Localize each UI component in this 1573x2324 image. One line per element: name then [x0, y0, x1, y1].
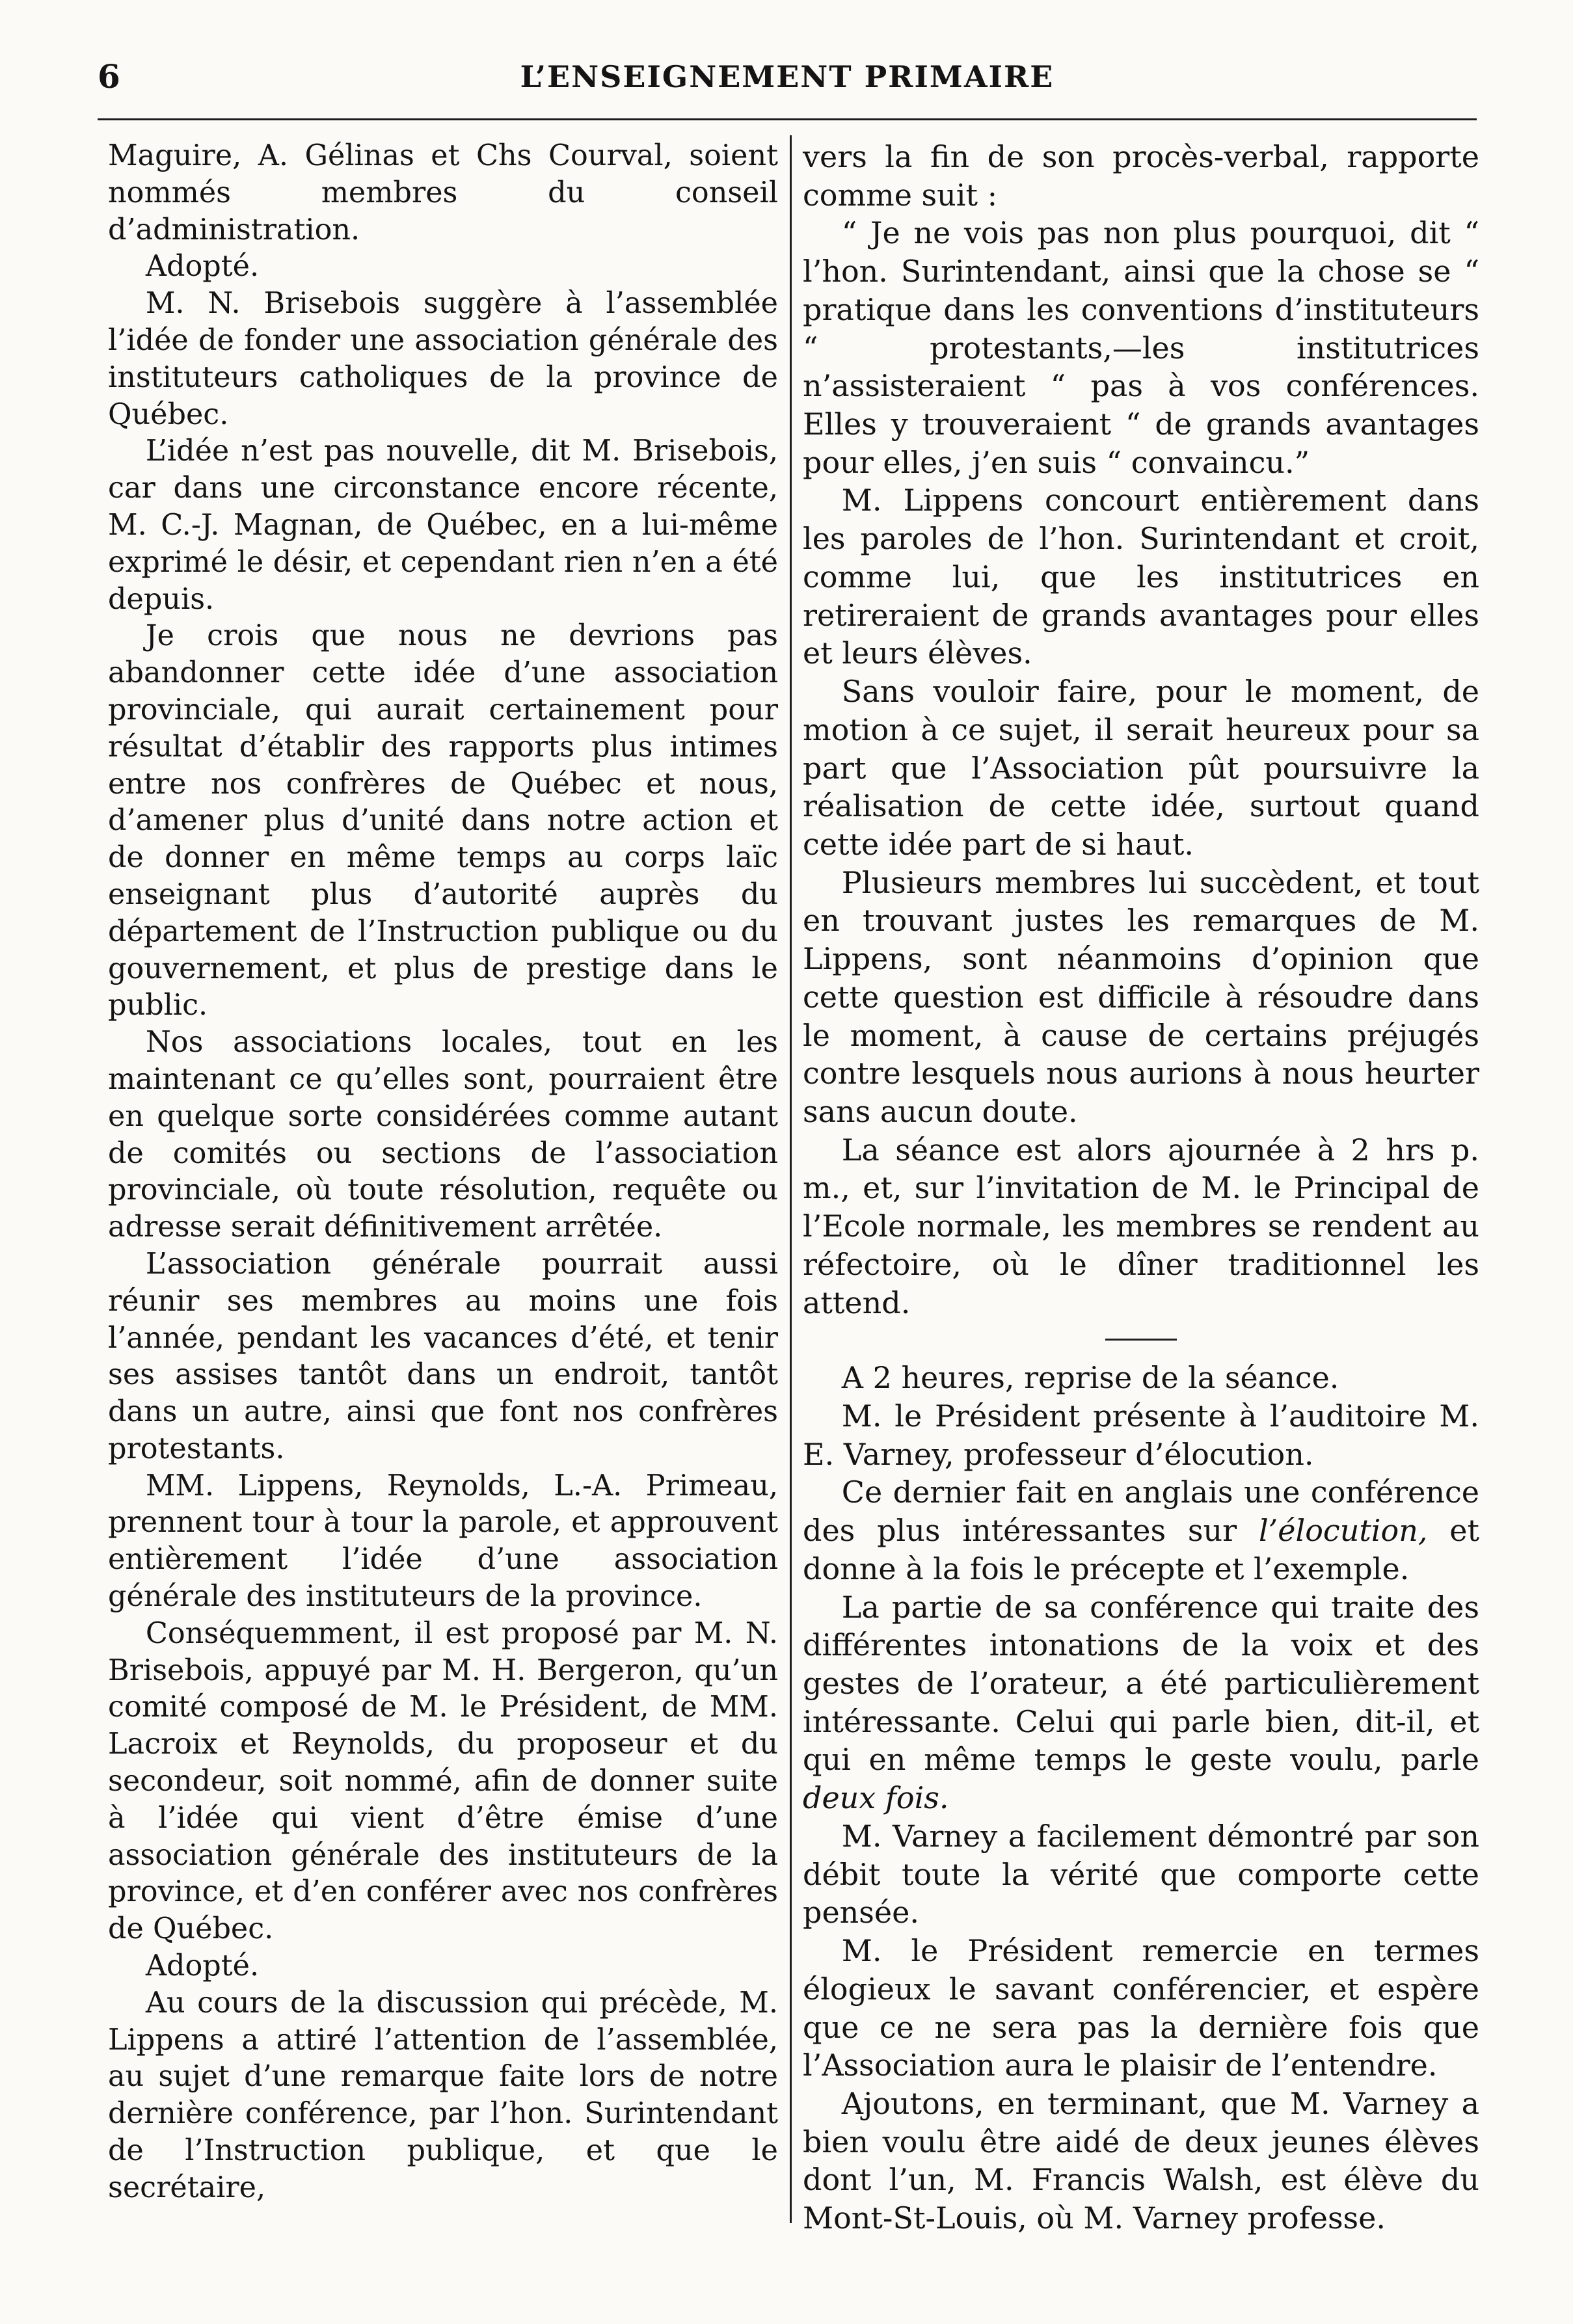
- right-column: [803, 138, 1479, 2237]
- section-divider: [1105, 1339, 1177, 1341]
- italic-term: l’élocution,: [1258, 1513, 1428, 1549]
- text-run: La partie de sa conférence qui traite des différentes intonations de la voix et des gestes de l’orateur, a été particulièrement intéressante. Celui qui parle bien, dit-il, et qui en même temps le geste voulu, parle: [803, 1589, 1479, 1778]
- paragraph: Je crois que nous ne devrions pas abandonner cette idée d’une association provinciale, qui aurait certainement pour résultat d’établir des rapports plus intimes entre nos confrères de Québec et nous, d’amener plus d’unité dans notre action et de donner en même temps au corps laïc enseignant plus d’autorité auprès du département de l’Instruction publique ou du gouvernement, et plus de prestige dans le public.: [108, 619, 778, 1022]
- header-rule: [98, 118, 1477, 120]
- paragraph: Maguire, A. Gélinas et Chs Courval, soient nommés membres du conseil d’administration.: [108, 139, 778, 247]
- text-run: et donne à la fois le précepte et l’exemple.: [803, 1513, 1479, 1586]
- paragraph: M. le Président remercie en termes élogieux le savant conférencier, et espère que ce ne sera pas la dernière fois que l’Association aura le plaisir de l’entendre.: [803, 1933, 1479, 2083]
- text-run: Ce dernier fait en anglais une conférence des plus intéressantes sur: [803, 1475, 1479, 1549]
- column-divider: [790, 135, 792, 2223]
- page-header: [98, 51, 1477, 103]
- paragraph: [803, 1473, 1479, 1588]
- paragraph: A 2 heures, reprise de la séance.: [841, 1360, 1339, 1396]
- running-title: L’ENSEIGNEMENT PRIMAIRE: [520, 59, 1055, 94]
- paragraph: Plusieurs membres lui succèdent, et tout en trouvant justes les remarques de M. Lippens, sont néanmoins d’opinion que cette question est difficile à résoudre dans le moment, à cause de certains préjugés contre lesquels nous aurions à nous heurter sans aucun doute.: [803, 864, 1479, 1129]
- paragraph: M. Lippens concourt entièrement dans les paroles de l’hon. Surintendant et croit, comme lui, que les institutrices en retireraient de grands avantages pour elles et leurs élèves.: [803, 483, 1479, 671]
- paragraph: Ajoutons, en terminant, que M. Varney a bien voulu être aidé de deux jeunes élèves dont l’un, M. Francis Walsh, est élève du Mont-St-Louis, où M. Varney professe.: [803, 2085, 1479, 2236]
- paragraph: Adopté.: [145, 1949, 260, 1983]
- paragraph: L’idée n’est pas nouvelle, dit M. Brisebois, car dans une circonstance encore récente, M. C.-J. Magnan, de Québec, en a lui-même exprimé le désir, et cependant rien n’en a été depuis.: [108, 434, 778, 616]
- paragraph: L’association générale pourrait aussi réunir ses membres au moins une fois l’année, pendant les vacances d’été, et tenir ses assises tantôt dans un endroit, tantôt dans un autre, ainsi que font nos confrères protestants.: [108, 1247, 778, 1465]
- page-number: 6: [98, 57, 120, 96]
- paragraph: Conséquemment, il est proposé par M. N. Brisebois, appuyé par M. H. Bergeron, qu’un comité composé de M. le Président, de MM. Lacroix et Reynolds, du proposeur et du secondeur, soit nommé, afin de donner suite à l’idée qui vient d’être émise d’une association générale des instituteurs de la province, et d’en conférer avec nos confrères de Québec.: [108, 1616, 778, 1946]
- paragraph: M. Varney a facilement démontré par son débit toute la vérité que comporte cette pensée.: [803, 1818, 1479, 1930]
- italic-term: deux fois.: [803, 1780, 949, 1816]
- left-column: [108, 138, 778, 2207]
- paragraph: MM. Lippens, Reynolds, L.-A. Primeau, prennent tour à tour la parole, et approuvent entièrement l’idée d’une association générale des instituteurs de la province.: [108, 1469, 778, 1614]
- paragraph: M. le Président présente à l’auditoire M. E. Varney, professeur d’élocution.: [803, 1398, 1479, 1472]
- paragraph: Au cours de la discussion qui précède, M. Lippens a attiré l’attention de l’assemblée, au sujet d’une remarque faite lors de notre dernière conférence, par l’hon. Surintendant de l’Instruction publique, et que le secrétaire,: [108, 1986, 778, 2204]
- paragraph: Adopté.: [145, 250, 260, 284]
- paragraph: [803, 1588, 1479, 1817]
- paragraph: M. N. Brisebois suggère à l’assemblée l’idée de fonder une association générale des instituteurs catholiques de la province de Québec.: [108, 287, 778, 431]
- quotation: “ Je ne vois pas non plus pourquoi, dit “ l’hon. Surintendant, ainsi que la chose se “ pratique dans les conventions d’instituteurs “ protestants,—les institutrices n’assisteraient “ pas à vos conférences. Elles y trouveraient “ de grands avantages pour elles, j’en suis “ convaincu.”: [803, 215, 1479, 480]
- paragraph: La séance est alors ajournée à 2 hrs p. m., et, sur l’invitation de M. le Principal de l’Ecole normale, les membres se rendent au réfectoire, où le dîner traditionnel les attend.: [803, 1132, 1479, 1320]
- paragraph: vers la fin de son procès-verbal, rapporte comme suit :: [803, 139, 1479, 213]
- paragraph: Nos associations locales, tout en les maintenant ce qu’elles sont, pourraient être en quelque sorte considérées comme autant de comités ou sections de l’association provinciale, où toute résolution, requête ou adresse serait définitivement arrêtée.: [108, 1026, 778, 1244]
- paragraph: Sans vouloir faire, pour le moment, de motion à ce sujet, il serait heureux pour sa part que l’Association pût poursuivre la réalisation de cette idée, surtout quand cette idée part de si haut.: [803, 674, 1479, 862]
